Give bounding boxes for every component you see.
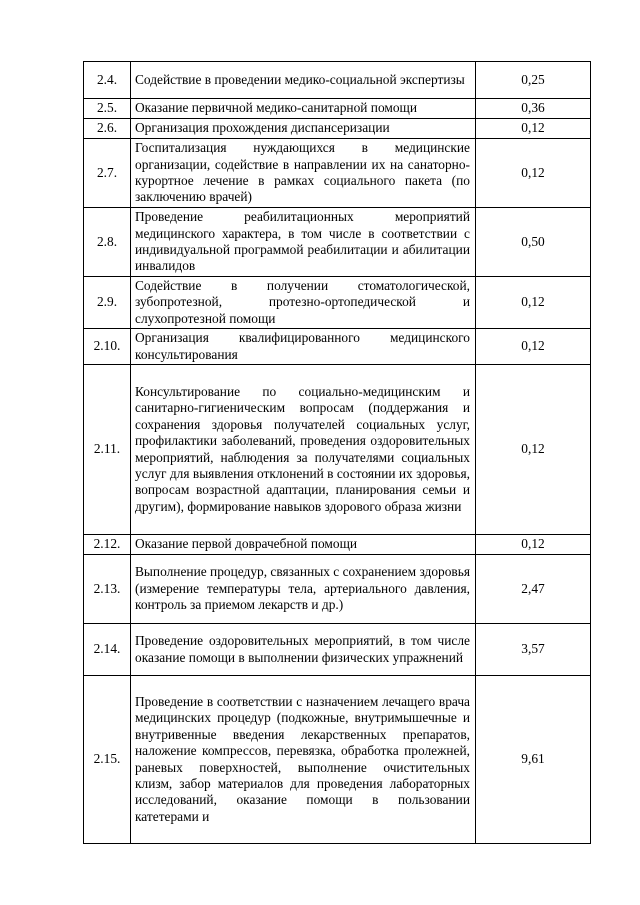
service-description: Проведение в соответствии с назначением лечащего врача медицинских процедур (подкожные, внутримышечные и внутривенные введения лекарственных препаратов, наложение компрессов, перевязка, обработка пролежней, раневых поверхностей, выполнение очистительных клизм, забор материалов для проведения лабораторных исследований, оказание помощи в пользовании катетерами и (131, 676, 476, 844)
service-description: Проведение реабилитационных мероприятий медицинского характера, в том числе в соответствии с индивидуальной программой реабилитации и абилитации инвалидов (131, 208, 476, 277)
table-row (84, 365, 591, 535)
service-description: Оказание первой доврачебной помощи (131, 535, 476, 555)
row-number: 2.13. (84, 555, 131, 624)
service-value: 0,12 (476, 119, 591, 139)
service-description: Организация прохождения диспансеризации (131, 119, 476, 139)
table-row (84, 277, 591, 329)
row-number: 2.15. (84, 676, 131, 844)
service-description: Содействие в проведении медико-социальной экспертизы (131, 62, 476, 99)
service-value: 2,47 (476, 555, 591, 624)
service-value: 0,25 (476, 62, 591, 99)
row-number: 2.14. (84, 624, 131, 676)
service-value: 0,36 (476, 99, 591, 119)
service-value: 9,61 (476, 676, 591, 844)
service-description: Организация квалифицированного медицинского консультирования (131, 329, 476, 365)
table-row (84, 139, 591, 208)
row-number: 2.12. (84, 535, 131, 555)
row-number: 2.5. (84, 99, 131, 119)
service-description: Оказание первичной медико-санитарной помощи (131, 99, 476, 119)
table-row (84, 329, 591, 365)
table-row (84, 676, 591, 844)
row-number: 2.6. (84, 119, 131, 139)
row-number: 2.7. (84, 139, 131, 208)
service-description: Выполнение процедур, связанных с сохранением здоровья (измерение температуры тела, артериального давления, контроль за приемом лекарств и др.) (131, 555, 476, 624)
service-description: Госпитализация нуждающихся в медицинские организации, содействие в направлении их на санаторно-курортное лечение в рамках социального пакета (по заключению врачей) (131, 139, 476, 208)
service-value: 0,12 (476, 277, 591, 329)
services-table (83, 61, 591, 844)
row-number: 2.4. (84, 62, 131, 99)
service-value: 0,12 (476, 329, 591, 365)
service-description: Консультирование по социально-медицинским и санитарно-гигиеническим вопросам (поддержания и сохранения здоровья получателей социальных услуг, профилактики заболеваний, проведения оздоровительных мероприятий, наблюдения за получателями социальных услуг для выявления отклонений в состоянии их здоровья, вопросам возрастной адаптации, планирования семьи и другим), формирование навыков здорового образа жизни (131, 365, 476, 535)
service-description: Содействие в получении стоматологической, зубопротезной, протезно-ортопедической и слухопротезной помощи (131, 277, 476, 329)
service-value: 3,57 (476, 624, 591, 676)
service-value: 0,12 (476, 535, 591, 555)
table-row (84, 119, 591, 139)
row-number: 2.11. (84, 365, 131, 535)
table-row (84, 62, 591, 99)
row-number: 2.8. (84, 208, 131, 277)
table-row (84, 208, 591, 277)
row-number: 2.10. (84, 329, 131, 365)
service-value: 0,12 (476, 139, 591, 208)
service-value: 0,50 (476, 208, 591, 277)
table-row (84, 624, 591, 676)
table-row (84, 555, 591, 624)
service-description: Проведение оздоровительных мероприятий, в том числе оказание помощи в выполнении физических упражнений (131, 624, 476, 676)
table-row (84, 99, 591, 119)
row-number: 2.9. (84, 277, 131, 329)
table-row (84, 535, 591, 555)
service-value: 0,12 (476, 365, 591, 535)
